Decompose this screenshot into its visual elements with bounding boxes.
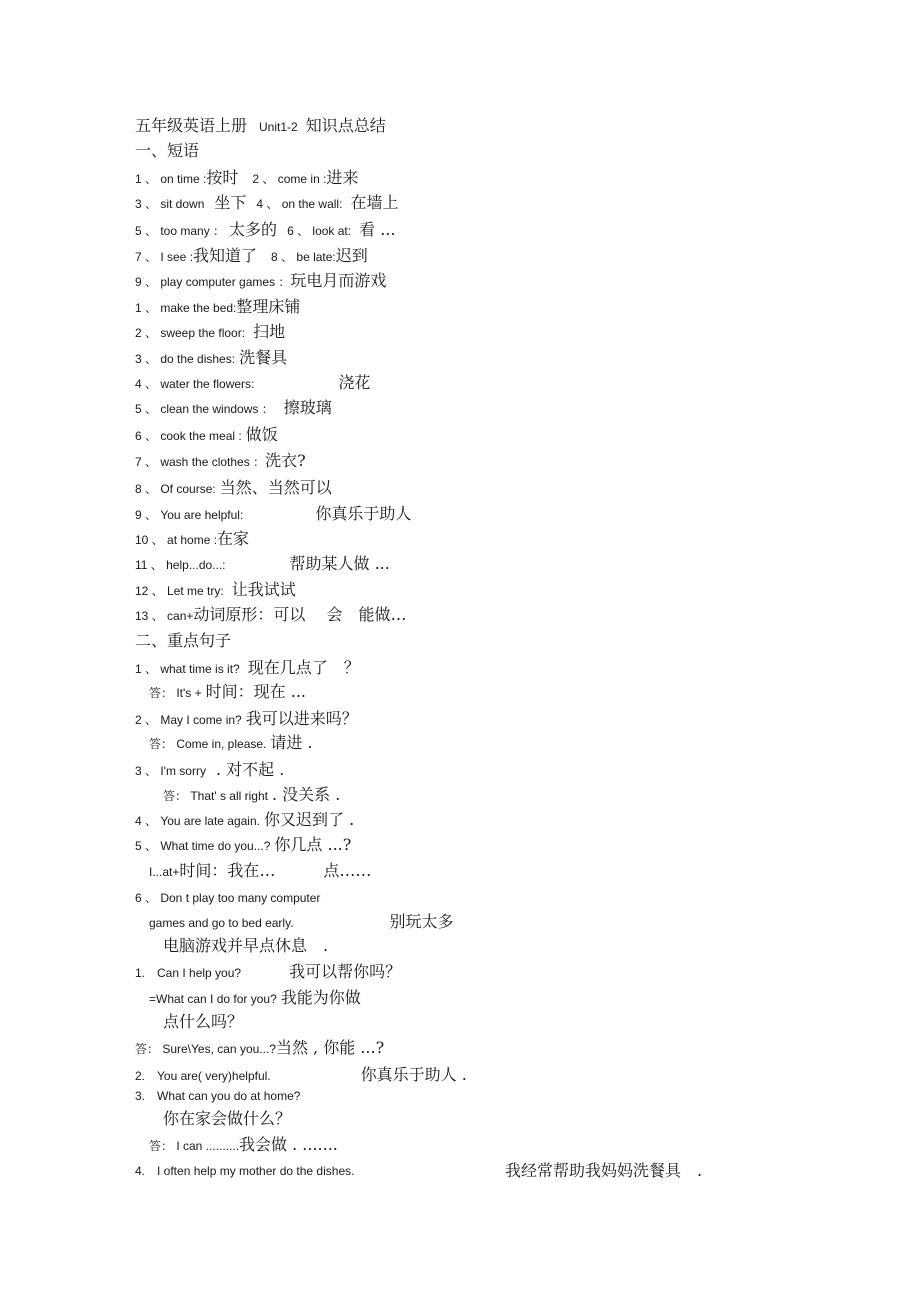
answer-row bbox=[135, 1040, 384, 1057]
sentence-zh: 我可以帮你吗？ bbox=[289, 962, 402, 981]
answer-row bbox=[149, 863, 371, 880]
sentence-row bbox=[135, 1067, 467, 1084]
phrase-en: 6 、 cook the meal : bbox=[135, 429, 242, 443]
phrase-row bbox=[135, 222, 395, 239]
phrase-en: 4 、 water the flowers: bbox=[135, 377, 255, 391]
sentence-zh: . 没关系 . bbox=[272, 785, 341, 804]
section-title-sentences: 二、重点句子 bbox=[135, 631, 232, 650]
sentence-zh: 电脑游戏并早点休息 . bbox=[163, 936, 329, 955]
sentence-row bbox=[163, 938, 328, 955]
sentence-row bbox=[135, 837, 351, 854]
sentence-en: 答： Sure\Yes, can you...? bbox=[135, 1042, 276, 1056]
sentence-row bbox=[149, 914, 454, 931]
phrase-en: 5 、 too many ： bbox=[135, 224, 226, 238]
answer-row bbox=[149, 684, 306, 701]
document-title bbox=[135, 118, 386, 135]
phrase-row bbox=[135, 299, 300, 316]
phrase-en: 2 、 sweep the floor: bbox=[135, 326, 246, 340]
phrase-en: 9 、 You are helpful: bbox=[135, 508, 244, 522]
phrase-row bbox=[135, 324, 285, 341]
phrase-en: 12 、 Let me try: bbox=[135, 584, 224, 598]
phrase-row bbox=[135, 453, 306, 470]
sentence-zh: 请进 . bbox=[270, 733, 313, 752]
phrase-row bbox=[135, 273, 386, 290]
title-tail: 知识点总结 bbox=[305, 116, 386, 135]
phrase-zh: 帮助某人做 ... bbox=[289, 554, 390, 573]
sentence-en: =What can I do for you? bbox=[149, 992, 277, 1006]
phrase-row bbox=[135, 350, 287, 367]
phrase-zh: 迟到 bbox=[335, 246, 368, 265]
phrase-en: 2 、 come in : bbox=[252, 172, 327, 186]
sentence-zh: 我经常帮助我妈妈洗餐具 . bbox=[505, 1161, 703, 1180]
phrase-en: 7 、 wash the clothes ： bbox=[135, 455, 266, 469]
sentence-en: 3. What can you do at home? bbox=[135, 1089, 301, 1103]
title-unit: Unit1-2 bbox=[259, 120, 298, 134]
sentence-zh: 你几点 ...? bbox=[274, 835, 352, 854]
phrase-en: 4 、 on the wall: bbox=[256, 197, 343, 211]
phrase-en: 8 、 Of course: bbox=[135, 482, 216, 496]
phrase-zh: 动词原形：可以 会 能做… bbox=[193, 605, 407, 624]
sentence-zh: 点什么吗？ bbox=[163, 1012, 244, 1031]
sentence-zh: 别玩太多 bbox=[389, 912, 454, 931]
phrase-zh: 太多的 bbox=[229, 220, 278, 239]
phrase-en: 3 、 sit down bbox=[135, 197, 205, 211]
sentence-row bbox=[135, 762, 284, 779]
sentence-row bbox=[149, 990, 361, 1007]
sentence-zh: 现在几点了 ？ bbox=[247, 658, 360, 677]
sentence-zh: 时间：我在… 点…… bbox=[179, 861, 372, 880]
answer-row bbox=[163, 787, 340, 804]
sentence-row bbox=[163, 1111, 291, 1128]
phrase-zh: 做饭 bbox=[245, 425, 278, 444]
phrase-en: 9 、 play computer games ： bbox=[135, 275, 291, 289]
phrase-zh: 在墙上 bbox=[350, 193, 399, 212]
phrase-zh: 洗餐具 bbox=[239, 348, 288, 367]
sentence-en: 1 、 what time is it? bbox=[135, 662, 240, 676]
phrase-row bbox=[135, 506, 411, 523]
phrase-en: 1 、 on time : bbox=[135, 172, 207, 186]
sentence-row bbox=[163, 1014, 243, 1031]
sentence-en: I...at+ bbox=[149, 865, 180, 879]
phrase-zh: 进来 bbox=[326, 168, 359, 187]
sentence-zh: 时间：现在 ... bbox=[205, 682, 306, 701]
phrase-zh: 擦玻璃 bbox=[283, 398, 332, 417]
answer-row bbox=[149, 735, 313, 752]
sentence-zh: 你真乐于助人 . bbox=[360, 1065, 467, 1084]
phrase-en: 3 、 do the dishes: bbox=[135, 352, 236, 366]
sentence-zh: . 对不起 . bbox=[215, 760, 285, 779]
sentence-en: 4. I often help my mother do the dishes. bbox=[135, 1164, 355, 1178]
sentence-row bbox=[135, 1161, 703, 1180]
sentence-zh: 当然 , 你能 ...? bbox=[275, 1038, 385, 1057]
sentence-row bbox=[135, 1088, 300, 1104]
phrase-zh: 看 ... bbox=[359, 220, 396, 239]
sentence-en: 2. You are( very)helpful. bbox=[135, 1069, 271, 1083]
phrase-en: 1 、 make the bed: bbox=[135, 301, 237, 315]
sentence-en: 1. Can I help you? bbox=[135, 966, 242, 980]
phrase-row bbox=[135, 170, 358, 187]
phrase-zh: 在家 bbox=[217, 529, 250, 548]
phrase-zh: 我知道了 bbox=[193, 246, 258, 265]
phrase-en: 5 、 clean the windows ： bbox=[135, 402, 274, 416]
phrase-zh: 玩电月而游戏 bbox=[290, 271, 387, 290]
phrase-zh: 你真乐于助人 bbox=[315, 504, 412, 523]
sentence-en: 答： It's + bbox=[149, 686, 202, 700]
sentence-en: games and go to bed early. bbox=[149, 916, 294, 930]
phrase-row bbox=[135, 427, 278, 444]
sentence-zh: 我会做 . ....... bbox=[239, 1135, 338, 1154]
sentence-zh: 你在家会做什么？ bbox=[163, 1109, 292, 1128]
sentence-zh: 我可以进来吗？ bbox=[245, 709, 358, 728]
phrase-zh: 按时 bbox=[206, 168, 239, 187]
sentence-en: 5 、 What time do you...? bbox=[135, 839, 271, 853]
title-zh: 五年级英语上册 bbox=[135, 116, 248, 135]
phrase-zh: 整理床铺 bbox=[236, 297, 301, 316]
sentence-row bbox=[135, 964, 401, 981]
phrase-zh: 扫地 bbox=[253, 322, 286, 341]
phrase-row bbox=[135, 375, 370, 392]
phrase-row bbox=[135, 531, 249, 548]
sentence-zh: 你又迟到了 . bbox=[263, 810, 355, 829]
phrase-en: 7 、 I see : bbox=[135, 250, 194, 264]
phrase-zh: 浇花 bbox=[338, 373, 371, 392]
phrase-zh: 当然、当然可以 bbox=[219, 478, 332, 497]
sentence-en: 答： Come in, please. bbox=[149, 737, 267, 751]
phrase-row bbox=[135, 582, 296, 599]
sentence-row bbox=[135, 711, 358, 728]
phrase-zh: 洗衣? bbox=[265, 451, 306, 470]
phrase-en: 8 、 be late: bbox=[271, 250, 336, 264]
sentence-en: 答： I can .......... bbox=[149, 1139, 240, 1153]
phrase-row bbox=[135, 480, 332, 497]
phrase-row bbox=[135, 607, 406, 624]
phrase-en: 13 、 can+ bbox=[135, 609, 194, 623]
phrase-zh: 让我试试 bbox=[231, 580, 296, 599]
sentence-en: 答： That' s all right bbox=[163, 789, 268, 803]
answer-row bbox=[149, 1137, 338, 1154]
phrase-row bbox=[135, 556, 390, 573]
sentence-row bbox=[135, 890, 320, 906]
phrase-row bbox=[135, 400, 332, 417]
phrase-row bbox=[135, 195, 398, 212]
phrase-en: 6 、 look at: bbox=[287, 224, 352, 238]
sentence-en: 4 、 You are late again. bbox=[135, 814, 260, 828]
phrase-zh: 坐下 bbox=[214, 193, 247, 212]
phrase-en: 11 、 help...do...: bbox=[135, 558, 226, 572]
sentence-row bbox=[135, 812, 354, 829]
sentence-zh: 我能为你做 bbox=[280, 988, 361, 1007]
section-title-phrases: 一、短语 bbox=[135, 141, 200, 160]
phrase-en: 10 、 at home : bbox=[135, 533, 218, 547]
phrase-row bbox=[135, 248, 368, 265]
sentence-en: 3 、 I'm sorry bbox=[135, 764, 206, 778]
sentence-en: 2 、 May I come in? bbox=[135, 713, 242, 727]
sentence-en: 6 、 Don t play too many computer bbox=[135, 891, 321, 905]
sentence-row bbox=[135, 660, 360, 677]
